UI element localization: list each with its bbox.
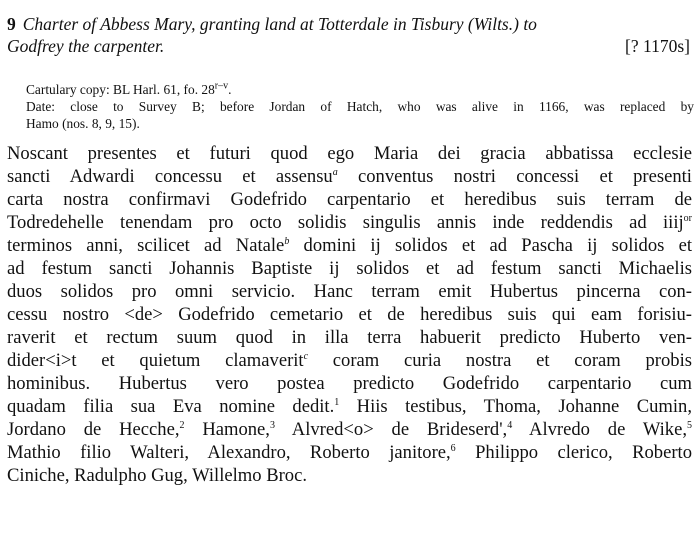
cartulary-end: . — [228, 82, 232, 97]
text-line — [7, 349, 692, 372]
charter-date: [? 1170s] — [625, 36, 690, 56]
cartulary-folio-sup: r–v — [214, 80, 229, 92]
text-segment: domini ij solidos et ad Pascha ij solidos et — [289, 235, 692, 256]
text-segment: Alvred<o> de Brideserd', — [274, 419, 508, 440]
text-line: Noscant presentes et futuri quod ego Maria dei gracia abbatissa ecclesie — [7, 143, 692, 164]
text-segment: Todredehelle tenendam pro octo solidis singulis annis inde reddendis ad iiij — [7, 212, 684, 233]
text-segment: dider<i>t et quietum clamaverit — [7, 350, 304, 371]
text-segment: coram curia nostra et coram probis — [308, 350, 692, 371]
date-note-line2: Hamo (nos. 8, 9, 15). — [26, 116, 140, 131]
text-line — [7, 395, 692, 418]
text-line: raverit et rectum suum quod in illa terra habuerit predicto Huberto ven- — [7, 327, 692, 348]
cartulary-label: Cartulary copy: BL Harl. 61, fo. 28 — [26, 82, 215, 97]
text-segment: Philippo clerico, Roberto — [455, 442, 692, 463]
footnote-marker: 6 — [450, 442, 456, 454]
footnote-marker: c — [303, 350, 309, 362]
text-line: duos solidos pro omni servicio. Hanc terram emit Hubertus pincerna con- — [7, 281, 692, 302]
footnote-marker: a — [332, 166, 338, 178]
text-segment: Hiis testibus, Thoma, Johanne Cumin, — [339, 396, 692, 417]
text-segment: quadam filia sua Eva nomine dedit. — [7, 396, 335, 417]
charter-title-line1: Charter of Abbess Mary, granting land at Totterdale in Tisbury (Wilts.) to — [22, 14, 537, 34]
text-line — [7, 165, 692, 188]
text-line: Ciniche, Radulpho Gug, Willelmo Broc. — [7, 465, 307, 486]
footnote-marker: 3 — [269, 419, 275, 431]
text-line — [7, 418, 692, 441]
text-line — [7, 234, 692, 257]
footnote-marker: 4 — [507, 419, 513, 431]
footnote-marker: 2 — [179, 419, 185, 431]
footnote-marker: 1 — [334, 396, 340, 408]
text-line — [7, 441, 692, 464]
footnote-marker: 5 — [687, 419, 692, 431]
text-segment: Hamone, — [184, 419, 270, 440]
text-line: carta nostra confirmavi Godefrido carpentario et heredibus suis terram de — [7, 189, 692, 210]
text-segment: Jordano de Hecche, — [7, 419, 180, 440]
text-line: ad festum sancti Johannis Baptiste ij solidos et ad festum sancti Michaelis — [7, 258, 692, 279]
charter-text — [7, 142, 692, 487]
text-segment: Mathio filio Walteri, Alexandro, Roberto janitore, — [7, 442, 451, 463]
date-note-line1: Date: close to Survey B; before Jordan of Hatch, who was alive in 1166, was replaced by — [26, 99, 694, 114]
charter-title-line2: Godfrey the carpenter. — [7, 36, 165, 56]
text-segment: terminos anni, scilicet ad Natale — [7, 235, 285, 256]
footnote-marker: b — [284, 235, 290, 247]
text-segment: Alvredo de Wike, — [512, 419, 688, 440]
ordinal-sup: or — [683, 212, 692, 224]
text-line — [7, 211, 692, 234]
cartulary-note — [26, 81, 694, 98]
text-segment: sancti Adwardi concessu et assensu — [7, 166, 333, 187]
text-line: hominibus. Hubertus vero postea predicto Godefrido carpentario cum — [7, 373, 692, 394]
text-segment: conventus nostri concessi et presenti — [337, 166, 692, 187]
text-line: cessu nostro <de> Godefrido cemetario et de heredibus suis qui eam forisiu- — [7, 304, 692, 325]
charter-heading-line1 — [7, 14, 692, 35]
charter-heading-line2 — [7, 36, 692, 57]
charter-number: 9 — [7, 14, 16, 34]
